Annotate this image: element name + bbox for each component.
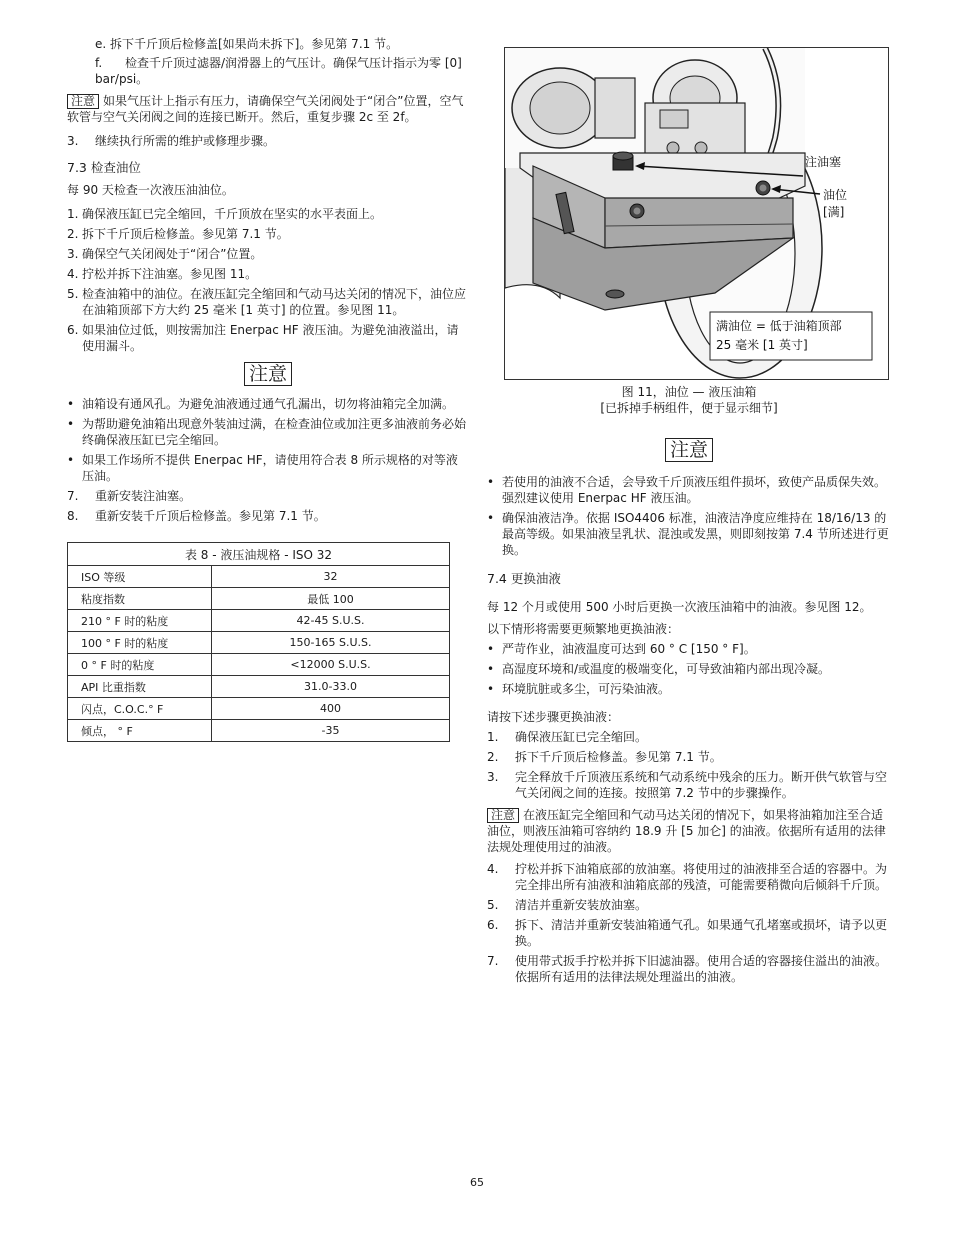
caution-heading: 注意: [67, 362, 469, 386]
list-item: 7. 使用带式扳手拧松并拆下旧滤油器。使用合适的容器接住溢出的油液。依据所有适用的法律法规处理溢出的油液。: [487, 954, 888, 984]
list-item: • 高湿度环境和/或温度的极端变化，可导致油箱内部出现冷凝。: [487, 662, 831, 676]
list-item: • 如果工作场所不提供 Enerpac HF，请使用符合表 8 所示规格的对等液压油。: [67, 453, 458, 483]
full-level-note-line2: 25 毫米 [1 英寸]: [716, 338, 808, 352]
figure-11-oil-level: [504, 47, 889, 380]
list-item: • 严苛作业，油液温度可达到 60 ° C [150 ° F]。: [487, 642, 756, 656]
list-item: 2. 拆下千斤顶后检修盖。参见第 7.1 节。: [67, 227, 289, 241]
list-item: 5. 清洁并重新安装放油塞。: [487, 898, 648, 912]
table-row: 粘度指数 最低 100: [68, 588, 450, 610]
frequency-intro: 以下情形将需要更频繁地更换油液：: [487, 622, 680, 636]
list-item: • 环境肮脏或多尘，可污染油液。: [487, 682, 671, 696]
section-intro: 每 90 天检查一次液压油油位。: [67, 183, 234, 197]
list-item: 2. 拆下千斤顶后检修盖。参见第 7.1 节。: [487, 750, 722, 764]
label-oil-level: 油位: [823, 188, 848, 202]
step-2f: f. 检查千斤顶过滤器/润滑器上的气压计。确保气压计指示为零 [0] bar/psi。: [95, 56, 462, 86]
page-number: 65: [470, 1176, 484, 1189]
caution-bullets: [67, 396, 469, 484]
caution-bullets: [487, 474, 891, 558]
table-row: 倾点， ° F -35: [68, 720, 450, 742]
frequency-bullets: [487, 641, 891, 697]
list-item: 3. 完全释放千斤顶液压系统和气动系统中残余的压力。断开供气软管与空气关闭阀之间的连接。按照第 7.2 节中的步骤操作。: [487, 770, 888, 800]
note-capacity: 注意 在液压缸完全缩回和气动马达关闭的情况下，如果将油箱加注至合适油位，则液压油箱可容纳约 18.9 升 [5 加仑] 的油液。依据所有适用的法律法规处理使用过的油液。: [487, 808, 886, 854]
label-oil-level-full: [满]: [823, 205, 845, 219]
step-3: 3. 继续执行所需的维护或修理步骤。: [67, 134, 276, 148]
figure-caption-sub: [已拆掉手柄组件，便于显示细节]: [600, 401, 778, 415]
section-heading-7-4: 7.4 更换油液: [487, 571, 561, 586]
table-row: ISO 等级 32: [68, 566, 450, 588]
table-row: 210 ° F 时的粘度 42-45 S.U.S.: [68, 610, 450, 632]
right-column: [487, 384, 891, 985]
label-filler-plug: 注油塞: [805, 155, 842, 169]
section-heading-7-3: 7.3 检查油位: [67, 160, 141, 175]
list-item: 6. 拆下、清洁并重新安装油箱通气孔。如果通气孔堵塞或损坏，请予以更换。: [487, 918, 888, 948]
jack-reservoir-illustration: [505, 48, 888, 379]
step-2e: e. 拆下千斤顶后检修盖[如果尚未拆下]。参见第 7.1 节。: [95, 37, 399, 51]
final-steps: [67, 488, 469, 524]
list-item: 8. 重新安装千斤顶后检修盖。参见第 7.1 节。: [67, 509, 326, 523]
fluid-spec-table: [67, 542, 450, 742]
section-intro: 每 12 个月或使用 500 小时后更换一次液压油箱中的油液。参见图 12。: [487, 600, 872, 614]
table-row: 0 ° F 时的粘度 <12000 S.U.S.: [68, 654, 450, 676]
table-row: 100 ° F 时的粘度 150-165 S.U.S.: [68, 632, 450, 654]
left-column: [67, 36, 469, 742]
list-item: 4. 拧松并拆下注油塞。参见图 11。: [67, 267, 258, 281]
list-item: 6. 如果油位过低，则按需加注 Enerpac HF 液压油。为避免油液溢出，请使用漏斗。: [67, 323, 459, 353]
note-tag: 注意: [487, 808, 519, 823]
list-item: • 确保油液洁净。依据 ISO4406 标准，油液洁净度应维持在 18/16/13 的最高等级。如果油液呈乳状、混浊或发黑，则即刻按第 7.4 节所述进行更换。: [487, 511, 889, 557]
list-item: 3. 确保空气关闭阀处于“闭合”位置。: [67, 247, 263, 261]
note-tag: 注意: [67, 94, 99, 109]
steps-intro: 请按下述步骤更换油液：: [487, 710, 620, 724]
list-item: 4. 拧松并拆下油箱底部的放油塞。将使用过的油液排至合适的容器中。为完全排出所有油液和油箱底部的残渣，可能需要稍微向后倾斜千斤顶。: [487, 862, 888, 892]
list-item: 7. 重新安装注油塞。: [67, 489, 192, 503]
note-pressure: 注意 如果气压计上指示有压力，请确保空气关闭阀处于“闭合”位置，空气软管与空气关闭阀之间的连接已断开。然后，重复步骤 2c 至 2f。: [67, 94, 464, 124]
table-row: API 比重指数 31.0-33.0: [68, 676, 450, 698]
list-item: • 若使用的油液不合适，会导致千斤顶液压组件损坏，致使产品质保失效。强烈建议使用 Enerpac HF 液压油。: [487, 475, 887, 505]
table-row: 闪点，C.O.C.° F 400: [68, 698, 450, 720]
caution-heading: 注意: [487, 438, 891, 462]
list-item: 1. 确保液压缸已完全缩回。: [487, 730, 648, 744]
change-steps-continued: [487, 861, 891, 985]
change-steps: [487, 729, 891, 801]
table-title: 表 8 - 液压油规格 - ISO 32: [68, 543, 450, 566]
list-item: • 油箱设有通风孔。为避免油液通过通气孔漏出，切勿将油箱完全加满。: [67, 397, 455, 411]
figure-caption: 图 11，油位 — 液压油箱: [621, 385, 757, 399]
full-level-note-line1: 满油位 = 低于油箱顶部: [716, 319, 842, 333]
list-item: 1. 确保液压缸已完全缩回，千斤顶放在坚实的水平表面上。: [67, 207, 383, 221]
list-item: • 为帮助避免油箱出现意外装油过满，在检查油位或加注更多油液前务必始终确保液压缸已完全缩回。: [67, 417, 467, 447]
check-steps-list: [67, 206, 469, 354]
list-item: 5. 检查油箱中的油位。在液压缸完全缩回和气动马达关闭的情况下，油位应在油箱顶部下方大约 25 毫米 [1 英寸] 的位置。参见图 11。: [67, 287, 467, 317]
